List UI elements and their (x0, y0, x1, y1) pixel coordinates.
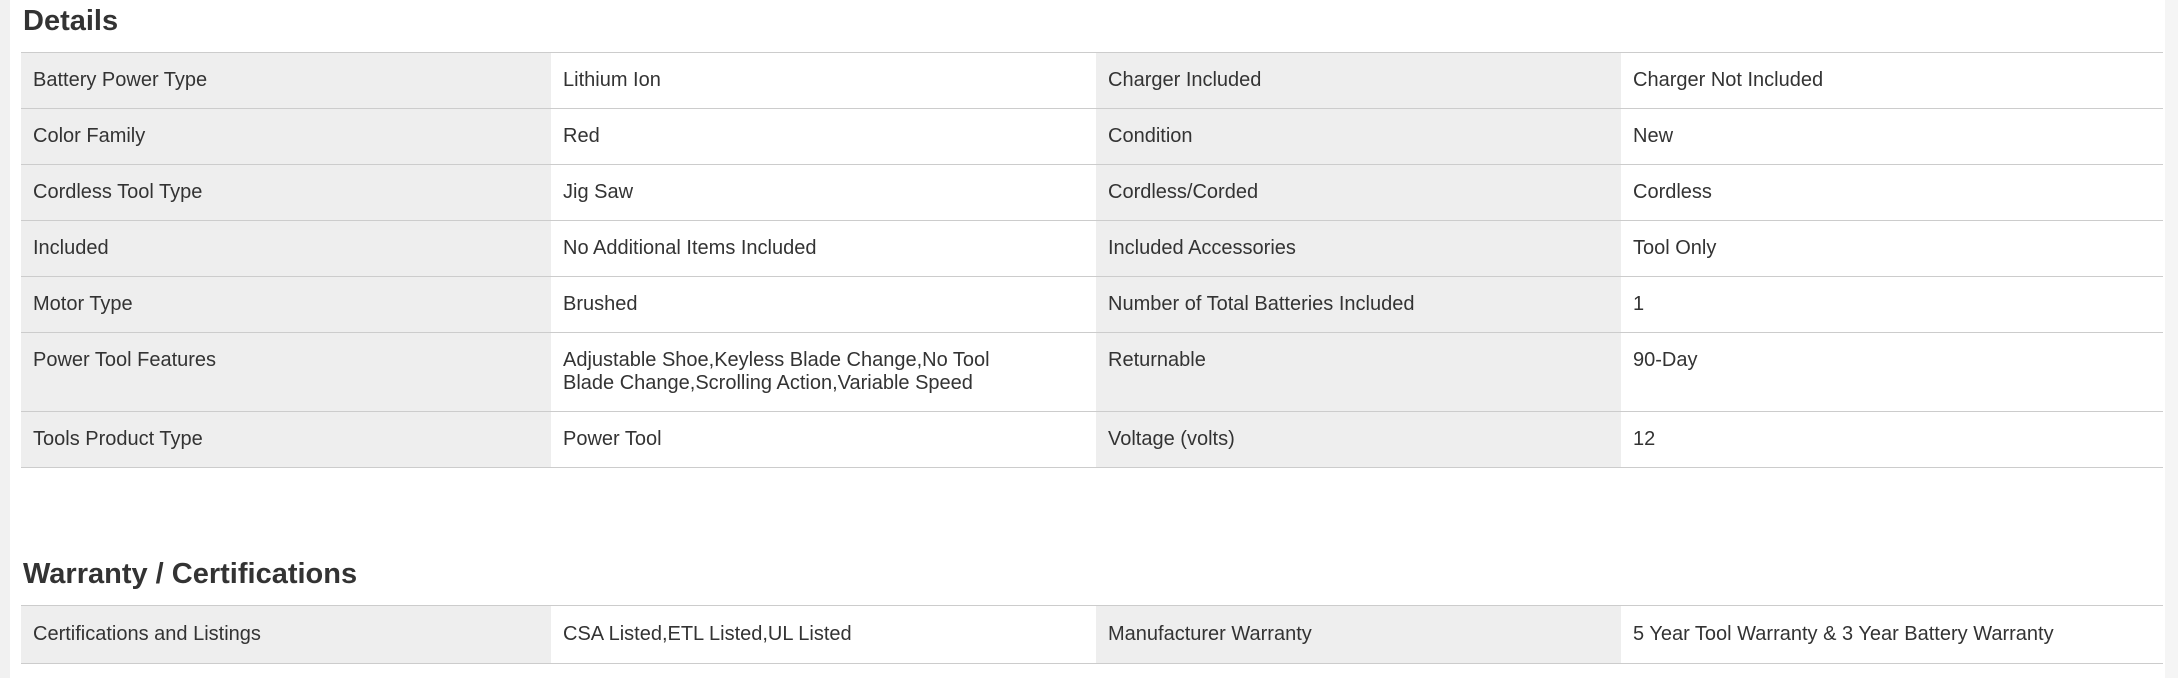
spec-value-text: Power Tool (563, 428, 662, 450)
details-spec-table (21, 52, 2163, 468)
spec-value-cell (551, 165, 1096, 221)
spec-value-text: No Additional Items Included (563, 237, 817, 259)
spec-value-text: Lithium Ion (563, 69, 661, 91)
spec-label-cell (1096, 165, 1621, 221)
spec-value-text: Red (563, 125, 600, 147)
spec-value-cell (551, 412, 1096, 468)
spec-value-text: Jig Saw (563, 181, 634, 203)
spec-label-text: Manufacturer Warranty (1108, 623, 1312, 645)
spec-label-text: Included Accessories (1108, 237, 1296, 259)
spec-value-cell (551, 606, 1096, 664)
spec-value-text: 5 Year Tool Warranty & 3 Year Battery Warranty (1633, 623, 2054, 645)
spec-row (21, 333, 2163, 412)
spec-label-text: Power Tool Features (33, 349, 217, 371)
spec-value-cell (1621, 221, 2163, 277)
spec-label-cell (1096, 606, 1621, 664)
spec-label-text: Number of Total Batteries Included (1108, 293, 1415, 315)
spec-label-text: Battery Power Type (33, 69, 208, 91)
spec-value-cell (551, 333, 1096, 412)
spec-value-text: Cordless (1633, 181, 1712, 203)
spec-label-cell (1096, 221, 1621, 277)
spec-label-text: Tools Product Type (33, 428, 203, 450)
spec-value-text: 90-Day (1633, 349, 1698, 371)
spec-value-cell (1621, 277, 2163, 333)
spec-label-cell (21, 412, 551, 468)
spec-label-text: Condition (1108, 125, 1193, 147)
spec-value-text: Adjustable Shoe,Keyless Blade Change,No Tool Blade Change,Scrolling Action,Variable Speed (563, 349, 990, 394)
spec-value-cell (1621, 606, 2163, 664)
page-left-edge (0, 0, 10, 678)
warranty-section-title: Warranty / Certifications (23, 558, 358, 590)
spec-label-cell (1096, 53, 1621, 109)
spec-value-cell (551, 277, 1096, 333)
spec-label-text: Returnable (1108, 349, 1206, 371)
warranty-spec-table (21, 605, 2163, 664)
specifications-content (21, 5, 2163, 664)
spec-value-cell (1621, 165, 2163, 221)
spec-label-cell (21, 221, 551, 277)
spec-label-text: Voltage (volts) (1108, 428, 1235, 450)
spec-label-cell (21, 109, 551, 165)
spec-value-text: Brushed (563, 293, 638, 315)
spec-label-text: Included (33, 237, 109, 259)
spec-row (21, 606, 2163, 664)
spec-label-text: Certifications and Listings (33, 623, 261, 645)
spec-row (21, 221, 2163, 277)
spec-row (21, 412, 2163, 468)
spec-row (21, 53, 2163, 109)
spec-label-text: Color Family (33, 125, 146, 147)
spec-value-cell (551, 53, 1096, 109)
spec-value-cell (1621, 333, 2163, 412)
spec-value-cell (1621, 412, 2163, 468)
page-right-edge (2165, 0, 2178, 678)
spec-label-text: Charger Included (1108, 69, 1262, 91)
spec-label-cell (1096, 109, 1621, 165)
spec-label-cell (21, 333, 551, 412)
warranty-section (21, 558, 2163, 664)
spec-value-text: Tool Only (1633, 237, 1717, 259)
spec-row (21, 165, 2163, 221)
spec-value-text: CSA Listed,ETL Listed,UL Listed (563, 623, 852, 645)
spec-label-cell (21, 277, 551, 333)
spec-label-cell (21, 53, 551, 109)
spec-value-text: Charger Not Included (1633, 69, 1824, 91)
spec-label-cell (21, 606, 551, 664)
spec-label-cell (1096, 277, 1621, 333)
spec-row (21, 109, 2163, 165)
spec-label-cell (1096, 333, 1621, 412)
spec-value-text: New (1633, 125, 1674, 147)
details-section (21, 5, 2163, 468)
spec-label-cell (1096, 412, 1621, 468)
details-section-title: Details (23, 5, 119, 37)
spec-label-text: Cordless/Corded (1108, 181, 1259, 203)
spec-label-text: Motor Type (33, 293, 133, 315)
spec-value-cell (551, 109, 1096, 165)
spec-value-text: 12 (1633, 428, 1656, 450)
spec-label-cell (21, 165, 551, 221)
spec-label-text: Cordless Tool Type (33, 181, 203, 203)
spec-row (21, 277, 2163, 333)
spec-value-cell (1621, 109, 2163, 165)
spec-value-text: 1 (1633, 293, 1645, 315)
spec-value-cell (1621, 53, 2163, 109)
spec-value-cell (551, 221, 1096, 277)
